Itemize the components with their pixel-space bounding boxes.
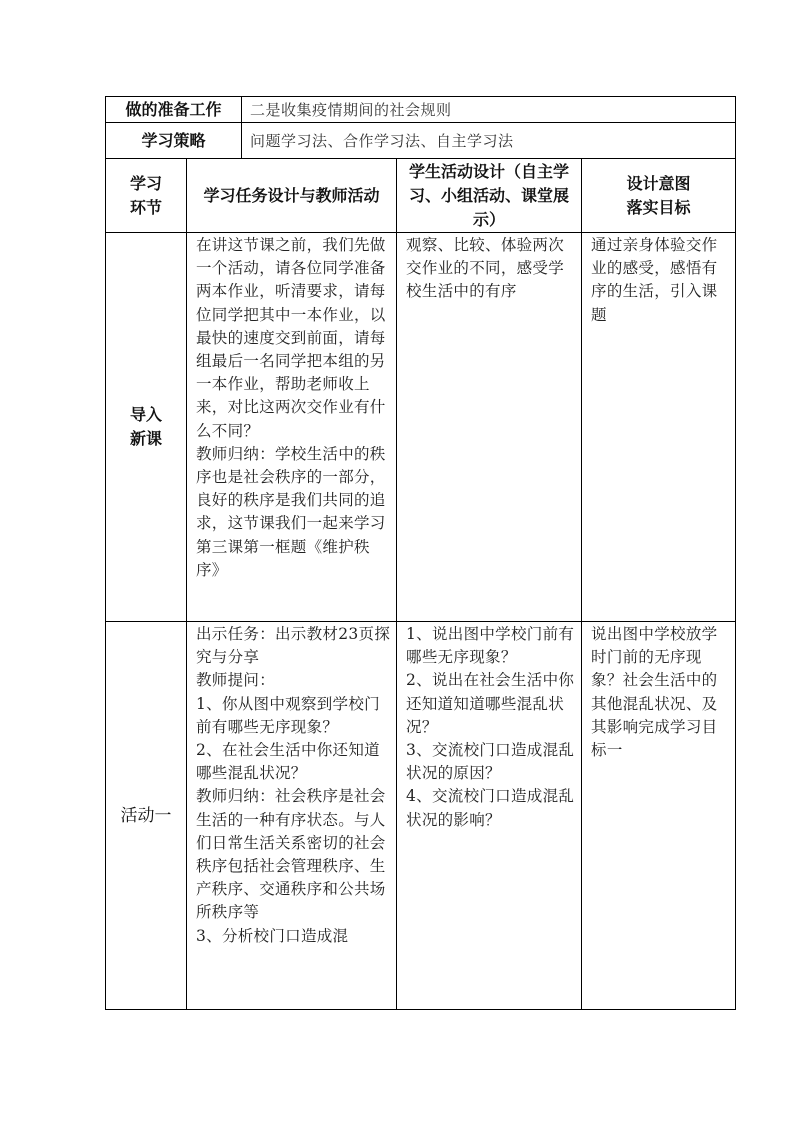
prep-row bbox=[106, 97, 736, 123]
intent-column-header: 设计意图 落实目标 bbox=[582, 159, 736, 233]
strategy-label: 学习策略 bbox=[106, 123, 242, 159]
prep-label: 做的准备工作 bbox=[106, 97, 242, 123]
task-cell: 在讲这节课之前，我们先做一个活动，请各位同学准备两本作业，听清要求，请每位同学把其中一本作业，以最快的速度交到前面，请每组最后一名同学把本组的另一本作业，帮助老师收上来，对比这两次交作业有什么不同？ 教师归纳：学校生活中的秩序也是社会秩序的一部分，良好的秩序是我们共同的追求，这节课我们一起来学习第三课第一框题《维护秩序》 bbox=[187, 233, 397, 622]
stage-column-header: 学习 环节 bbox=[106, 159, 187, 233]
task-column-header: 学习任务设计与教师活动 bbox=[187, 159, 397, 233]
table-row bbox=[106, 622, 736, 1010]
stage-cell: 活动一 bbox=[106, 622, 187, 1010]
stage-cell: 导入 新课 bbox=[106, 233, 187, 622]
student-cell: 观察、比较、体验两次交作业的不同，感受学校生活中的有序 bbox=[397, 233, 582, 622]
student-column-header: 学生活动设计（自主学习、小组活动、课堂展示） bbox=[397, 159, 582, 233]
strategy-value: 问题学习法、合作学习法、自主学习法 bbox=[242, 123, 736, 159]
column-header-row bbox=[106, 159, 736, 233]
student-cell: 1、说出图中学校门前有哪些无序现象？ 2、说出在社会生活中你还知道知道哪些混乱状况？ 3、交流校门口造成混乱状况的原因？ 4、交流校门口造成混乱状况的影响？ bbox=[397, 622, 582, 1010]
prep-value: 二是收集疫情期间的社会规则 bbox=[242, 97, 736, 123]
intent-cell: 通过亲身体验交作业的感受，感悟有序的生活，引入课题 bbox=[582, 233, 736, 622]
task-cell: 出示任务：出示教材23页探究与分享 教师提问： 1、你从图中观察到学校门前有哪些无序现象？ 2、在社会生活中你还知道哪些混乱状况？ 教师归纳：社会秩序是社会生活的一种有序状态。与人们日常生活关系密切的社会秩序包括社会管理秩序、生产秩序、交通秩序和公共场所秩序等 3、分析校门口造成混 bbox=[187, 622, 397, 1010]
intent-cell: 说出图中学校放学时门前的无序现象？社会生活中的其他混乱状况、及其影响完成学习目标一 bbox=[582, 622, 736, 1010]
lesson-plan-table bbox=[105, 96, 736, 1010]
table-row bbox=[106, 233, 736, 622]
strategy-row bbox=[106, 123, 736, 159]
